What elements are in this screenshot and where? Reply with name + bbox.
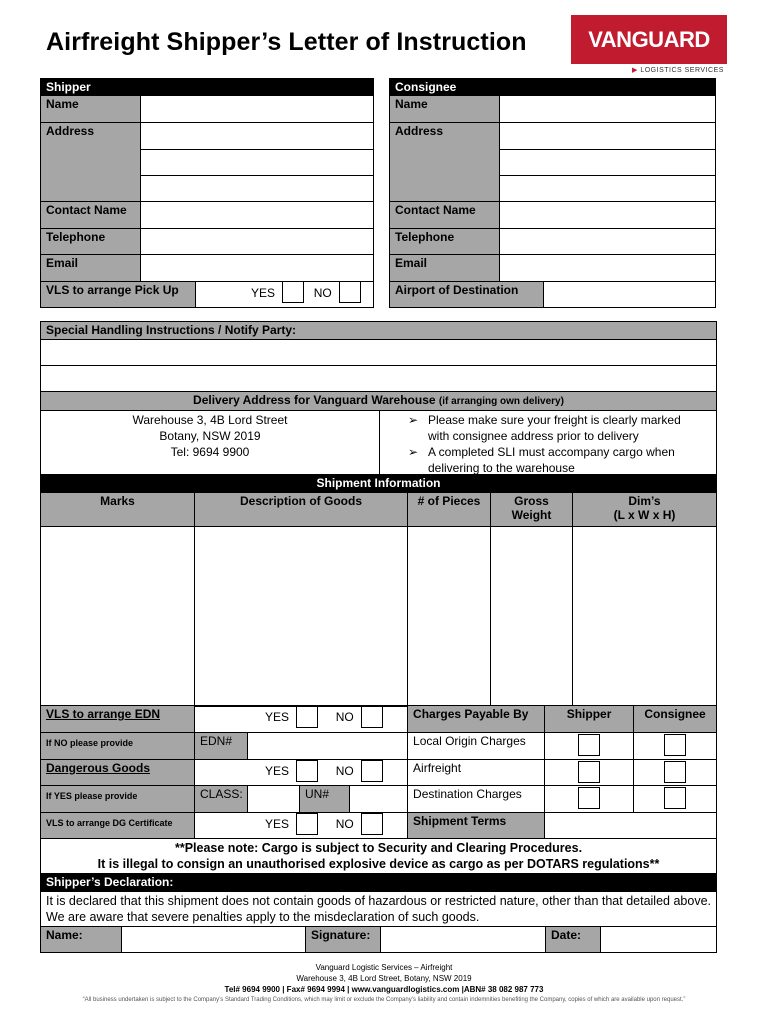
col-dims — [573, 493, 717, 527]
shipper-table — [40, 78, 374, 308]
consignee-email-field[interactable] — [500, 255, 716, 282]
edn-yes-checkbox[interactable] — [296, 706, 318, 728]
airfreight-shipper-checkbox[interactable] — [578, 761, 600, 783]
logo-arrow-icon: ▶ — [632, 67, 638, 74]
pickup-yes-label: YES — [251, 286, 276, 301]
shipper-name-field[interactable] — [141, 96, 374, 123]
local-origin-shipper-checkbox[interactable] — [578, 734, 600, 756]
shipper-address-field-3[interactable] — [141, 176, 374, 202]
shipper-telephone-label: Telephone — [41, 229, 141, 255]
page-title: Airfreight Shipper’s Letter of Instruction — [46, 28, 527, 56]
marks-field[interactable] — [41, 527, 195, 707]
declaration-name-label: Name: — [41, 927, 122, 953]
delivery-heading — [41, 392, 717, 411]
delivery-bullet-2 — [408, 444, 711, 476]
delivery-bullet-1-line-2: with consignee address prior to delivery — [428, 429, 639, 443]
col-marks: Marks — [41, 493, 195, 527]
footer-line-2: Warehouse 3, 4B Lord Street, Botany, NSW 2019 — [296, 974, 472, 983]
pickup-label: VLS to arrange Pick Up — [41, 282, 196, 308]
consignee-contact-label: Contact Name — [390, 202, 500, 229]
airport-field[interactable] — [544, 282, 716, 308]
consignee-telephone-label: Telephone — [390, 229, 500, 255]
col-pieces: # of Pieces — [408, 493, 491, 527]
consignee-name-label: Name — [390, 96, 500, 123]
dg-no-label: NO — [335, 764, 354, 779]
shipper-address-field-2[interactable] — [141, 150, 374, 176]
dg-cert-no-label: NO — [335, 817, 354, 832]
dims-field[interactable] — [573, 527, 717, 707]
shipper-email-field[interactable] — [141, 255, 374, 282]
declaration-heading: Shipper’s Declaration: — [41, 874, 717, 892]
edn-number-label: EDN# — [195, 733, 248, 760]
special-handling-field-2[interactable] — [41, 366, 717, 392]
dg-cert-no-checkbox[interactable] — [361, 813, 383, 835]
footer-line-1: Vanguard Logistic Services – Airfreight — [315, 963, 453, 972]
airfreight-consignee-checkbox[interactable] — [664, 761, 686, 783]
class-label: CLASS: — [195, 786, 248, 813]
charges-table — [40, 705, 717, 839]
delivery-heading-note: (if arranging own delivery) — [438, 396, 564, 407]
shipper-contact-field[interactable] — [141, 202, 374, 229]
delivery-bullet-2-line-1: A completed SLI must accompany cargo when — [428, 445, 675, 459]
dg-cert-yes-label: YES — [265, 817, 290, 832]
shipment-heading: Shipment Information — [41, 475, 717, 493]
delivery-bullet-1 — [408, 412, 711, 444]
consignee-table — [389, 78, 716, 308]
footer-line-3: Tel# 9694 9900 | Fax# 9694 9994 | www.vanguardlogistics.com |ABN# 38 082 987 773 — [224, 985, 544, 994]
dg-cert-yes-checkbox[interactable] — [296, 813, 318, 835]
security-note — [41, 839, 717, 874]
shipment-terms-field[interactable] — [545, 813, 717, 839]
charges-consignee-col: Consignee — [634, 706, 717, 733]
logo-text: VANGUARD — [588, 26, 710, 52]
logo-sub-text: LOGISTICS SERVICES — [640, 67, 724, 74]
un-field[interactable] — [350, 786, 408, 813]
delivery-bullet-1-line-1: Please make sure your freight is clearly marked — [428, 413, 681, 427]
dg-if-yes: If YES please provide — [41, 786, 195, 813]
class-field[interactable] — [248, 786, 300, 813]
shipper-contact-label: Contact Name — [41, 202, 141, 229]
consignee-contact-field[interactable] — [500, 202, 716, 229]
delivery-notes — [380, 411, 717, 478]
gross-weight-field[interactable] — [491, 527, 573, 707]
delivery-bullet-1-text — [428, 412, 681, 444]
special-handling-field-1[interactable] — [41, 340, 717, 366]
shipper-address-field-1[interactable] — [141, 123, 374, 150]
delivery-heading-text: Delivery Address for Vanguard Warehouse — [193, 393, 436, 407]
vanguard-logo — [571, 15, 727, 64]
declaration-date-label: Date: — [546, 927, 601, 953]
local-origin-consignee-checkbox[interactable] — [664, 734, 686, 756]
pickup-no-checkbox[interactable] — [339, 282, 361, 304]
shipper-email-label: Email — [41, 255, 141, 282]
footer — [0, 962, 768, 1006]
declaration-text: It is declared that this shipment does not contain goods of hazardous or restricted nature, other than that detailed above. We are aware that severe penalties apply to the misdeclaration of such goods. — [41, 892, 717, 927]
special-handling-heading: Special Handling Instructions / Notify Party: — [41, 322, 717, 340]
consignee-address-label: Address — [390, 123, 500, 202]
col-gross-line-1: Gross — [514, 494, 549, 508]
pickup-no-label: NO — [313, 286, 332, 301]
shipment-terms-label: Shipment Terms — [408, 813, 545, 839]
description-field[interactable] — [195, 527, 408, 707]
footer-disclaimer: “All business undertaken is subject to the Company’s Standard Trading Conditions, which may limit or exclude the Company’s liability and contain indemnities benefiting the Company, copies of which are available upon request.” — [82, 997, 686, 1003]
security-note-line-2: It is illegal to consign an unauthorised explosive device as cargo as per DOTARS regulations** — [97, 857, 660, 871]
declaration-signature-label: Signature: — [306, 927, 381, 953]
dg-yes-checkbox[interactable] — [296, 760, 318, 782]
declaration-date-field[interactable] — [601, 927, 717, 953]
declaration-table — [40, 838, 717, 953]
destination-consignee-checkbox[interactable] — [664, 787, 686, 809]
dg-cert-label: VLS to arrange DG Certificate — [41, 813, 195, 839]
consignee-address-field-2[interactable] — [500, 150, 716, 176]
shipper-telephone-field[interactable] — [141, 229, 374, 255]
arrow-bullet-icon: ➢ — [408, 445, 419, 459]
consignee-address-field-3[interactable] — [500, 176, 716, 202]
warehouse-address — [41, 411, 380, 478]
warehouse-address-line-2: Botany, NSW 2019 — [159, 429, 261, 443]
edn-label: VLS to arrange EDN — [46, 707, 161, 721]
dg-no-checkbox[interactable] — [361, 760, 383, 782]
destination-shipper-checkbox[interactable] — [578, 787, 600, 809]
delivery-bullet-2-line-2: delivering to the warehouse — [428, 461, 575, 475]
arrow-bullet-icon: ➢ — [408, 413, 419, 427]
col-dims-line-2: (L x W x H) — [613, 508, 676, 522]
shipment-table — [40, 474, 717, 707]
dg-label-cell — [41, 760, 195, 786]
charges-shipper-col: Shipper — [545, 706, 634, 733]
edn-label-cell — [41, 706, 195, 733]
col-description: Description of Goods — [195, 493, 408, 527]
consignee-heading: Consignee — [390, 79, 716, 96]
consignee-name-field[interactable] — [500, 96, 716, 123]
col-gross-weight — [491, 493, 573, 527]
delivery-bullet-2-text — [428, 444, 675, 476]
dg-yes-label: YES — [265, 764, 290, 779]
special-delivery-table — [40, 321, 717, 478]
declaration-name-field[interactable] — [122, 927, 306, 953]
destination-charges-label: Destination Charges — [408, 786, 545, 813]
col-gross-line-2: Weight — [511, 508, 552, 522]
shipper-name-label: Name — [41, 96, 141, 123]
edn-no-label: NO — [335, 710, 354, 725]
consignee-telephone-field[interactable] — [500, 229, 716, 255]
local-origin-label: Local Origin Charges — [408, 733, 545, 760]
logo-subtitle — [632, 66, 724, 74]
pickup-yes-checkbox[interactable] — [282, 282, 304, 304]
dg-label: Dangerous Goods — [46, 761, 151, 775]
pieces-field[interactable] — [408, 527, 491, 707]
shipper-heading: Shipper — [41, 79, 374, 96]
warehouse-address-line-3: Tel: 9694 9900 — [170, 445, 250, 459]
edn-yes-label: YES — [265, 710, 290, 725]
consignee-email-label: Email — [390, 255, 500, 282]
un-label: UN# — [300, 786, 350, 813]
warehouse-address-line-1: Warehouse 3, 4B Lord Street — [132, 413, 288, 427]
airport-label: Airport of Destination — [390, 282, 544, 308]
airfreight-label: Airfreight — [408, 760, 545, 786]
shipper-address-label: Address — [41, 123, 141, 202]
edn-no-checkbox[interactable] — [361, 706, 383, 728]
consignee-address-field-1[interactable] — [500, 123, 716, 150]
edn-number-field[interactable] — [248, 733, 408, 760]
edn-if-no: If NO please provide — [41, 733, 195, 760]
security-note-line-1: **Please note: Cargo is subject to Security and Clearing Procedures. — [174, 841, 583, 855]
charges-payable-label: Charges Payable By — [408, 706, 545, 733]
col-dims-line-1: Dim’s — [628, 494, 661, 508]
declaration-signature-field[interactable] — [381, 927, 546, 953]
